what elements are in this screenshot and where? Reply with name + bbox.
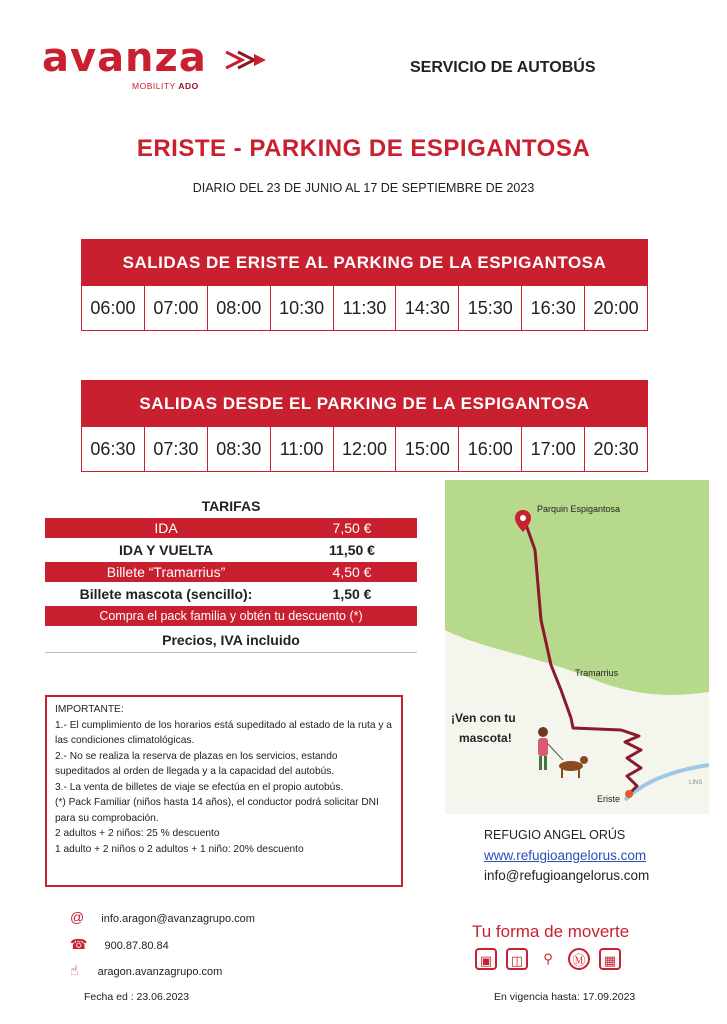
contact-phone-row[interactable]: [70, 936, 169, 953]
departure-time: 17:00: [521, 427, 584, 471]
inbound-times: [82, 427, 647, 471]
contact-phone[interactable]: 900.87.80.84: [104, 940, 169, 952]
important-line: 2 adultos + 2 niños: 25 % descuento: [55, 828, 220, 839]
fare-value: 4,50 €: [332, 564, 372, 580]
departure-time: 11:00: [270, 427, 333, 471]
outbound-schedule: [81, 239, 648, 331]
important-heading: IMPORTANTE:: [55, 704, 124, 715]
map-label-parking: Parquin Espigantosa: [537, 504, 621, 514]
location-pin-dot: [520, 515, 526, 521]
departure-time: 06:00: [90, 298, 136, 318]
route-map: [445, 480, 709, 814]
route-map-svg: [445, 480, 709, 814]
departure-time: 16:00: [458, 427, 521, 471]
fare-label: IDA Y VUELTA: [118, 542, 214, 558]
edition-date: Fecha ed : 23.06.2023: [84, 991, 190, 1003]
eriste-marker-icon: [625, 790, 633, 798]
brand-logo: [42, 35, 272, 81]
contact-email[interactable]: info.aragon@avanzagrupo.com: [101, 913, 255, 925]
contact-web-row[interactable]: [70, 962, 222, 979]
building-icon: ▦: [599, 948, 621, 970]
tram-icon: ◫: [506, 948, 528, 970]
departure-time: 15:00: [395, 427, 458, 471]
brand-sub-mobility: MOBILITY: [132, 81, 176, 91]
fare-row: [45, 562, 417, 582]
departure-time: 20:30: [584, 427, 647, 471]
brand-sub-ado: ADO: [178, 81, 199, 91]
bicycle-icon: ⚲: [543, 951, 553, 966]
departure-time: 11:30: [333, 286, 396, 330]
fare-label: Billete “Tramarrius”: [106, 564, 226, 580]
fares-table: [45, 494, 417, 653]
fare-value: 11,50 €: [329, 542, 375, 558]
departure-time: 16:30: [521, 286, 584, 330]
fare-value: 7,50 €: [332, 520, 372, 536]
refugio-email[interactable]: info@refugioangelorus.com: [484, 868, 650, 883]
fare-value: 1,50 €: [332, 586, 372, 602]
brand-arrows-icon: [224, 48, 272, 72]
departure-time: 15:30: [458, 286, 521, 330]
departure-time: 14:30: [395, 286, 458, 330]
at-icon: @: [70, 909, 85, 925]
metro-icon: Ⓜ: [568, 948, 590, 970]
family-pack-promo: Compra el pack familia y obtén tu descuento (*): [45, 606, 417, 626]
map-callout-line2: mascota!: [459, 731, 512, 745]
fare-row: [45, 584, 417, 604]
brand-name: avanza: [42, 35, 207, 81]
important-line: 1 adulto + 2 niños o 2 adultos + 1 niño: 20% descuento: [55, 843, 304, 855]
brand-subtitle: [132, 81, 199, 91]
fare-label: Billete mascota (sencillo):: [79, 586, 253, 602]
fare-row: [45, 540, 417, 560]
fares-footer: Precios, IVA incluido: [162, 632, 300, 648]
valid-until: En vigencia hasta: 17.09.2023: [494, 991, 636, 1003]
departure-time: 10:30: [270, 286, 333, 330]
important-line: 2.- No se realiza la reserva de plazas en los servicios, estando supeditados al orden de llegada y a la capacidad del autobús.: [55, 750, 338, 777]
hand-pointer-icon: ☝: [70, 962, 79, 978]
important-line: 1.- El cumplimiento de los horarios está supeditado al estado de la ruta y a las condiciones climatológicas.: [55, 719, 392, 746]
bus-icon: ▣: [475, 948, 497, 970]
map-road-label: LINS: [689, 780, 703, 786]
departure-time: 07:30: [144, 427, 207, 471]
map-label-tramarrius: Tramarrius: [575, 668, 619, 678]
service-label: SERVICIO DE AUTOBÚS: [410, 59, 596, 76]
departure-time: 06:30: [90, 439, 136, 459]
important-line: (*) Pack Familiar (niños hasta 14 años), el conductor podrá solicitar DNI para su comprobación.: [55, 797, 379, 824]
slogan: Tu forma de moverte: [472, 922, 630, 941]
outbound-times: [82, 286, 647, 330]
page-title: ERISTE - PARKING DE ESPIGANTOSA: [136, 135, 591, 162]
refugio-link[interactable]: www.refugioangelorus.com: [484, 848, 647, 863]
inbound-heading: SALIDAS DESDE EL PARKING DE LA ESPIGANTOSA: [82, 381, 647, 427]
inbound-schedule: [81, 380, 648, 472]
departure-time: 12:00: [333, 427, 396, 471]
contact-email-row[interactable]: [70, 909, 255, 925]
map-label-eriste: Eriste: [597, 794, 621, 804]
departure-time: 08:30: [207, 427, 270, 471]
page-subtitle: DIARIO DEL 23 DE JUNIO AL 17 DE SEPTIEMBRE DE 2023: [192, 181, 535, 195]
map-callout-line1: ¡Ven con tu: [451, 711, 516, 725]
fare-row: [45, 518, 417, 538]
departure-time: 20:00: [584, 286, 647, 330]
transport-modes: [475, 948, 621, 970]
important-line: 3.- La venta de billetes de viaje se efectúa en el propio autobús.: [55, 781, 344, 793]
fares-heading: TARIFAS: [201, 498, 261, 514]
contact-web[interactable]: aragon.avanzagrupo.com: [97, 966, 223, 978]
departure-time: 08:00: [207, 286, 270, 330]
departure-time: 07:00: [144, 286, 207, 330]
outbound-heading: SALIDAS DE ERISTE AL PARKING DE LA ESPIGANTOSA: [82, 240, 647, 286]
fare-label: IDA: [154, 520, 178, 536]
phone-icon: ☎: [70, 936, 88, 952]
important-notes: [45, 695, 403, 887]
refugio-name: REFUGIO ANGEL ORÚS: [484, 828, 626, 842]
